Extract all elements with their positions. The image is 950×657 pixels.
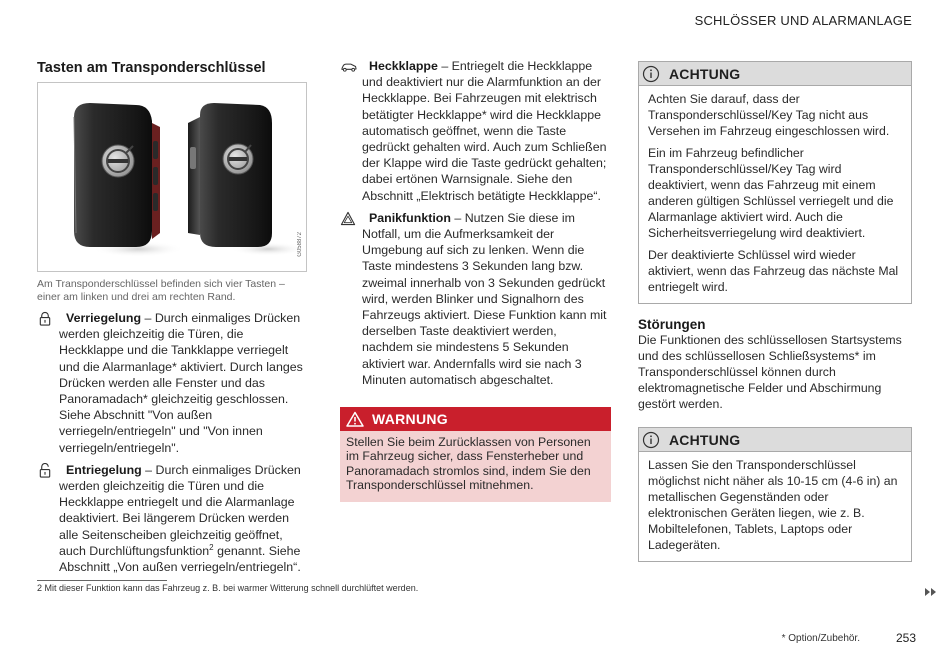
warning-text: Stellen Sie beim Zurücklassen von Personen im Fahrzeug sicher, dass Fensterheber und Panoramadach stromlos sind, indem Sie den Transponderschlüssel mitnehmen. <box>346 435 591 493</box>
unlock-text: – Durch einmaliges Drücken werden gleichzeitig die Türen und die Heckklappe entriegelt und die Alarmanlage deaktiviert. Bei längerem Drücken werden alle Seitenscheiben gleichzeitig geöffnet, auch Durchlüftungsfunktion <box>59 462 301 558</box>
padlock-open-icon <box>37 463 53 478</box>
warning-header <box>340 407 611 431</box>
panic-label: Panikfunktion <box>369 210 451 225</box>
caution-paragraph: Ein im Fahrzeug befindlicher Transponderschlüssel/Key Tag wird deaktiviert, wenn das Fahrzeug mit einem anderen gültigen Schlüssel verriegelt und die Alarmanlage aktiviert wird. Auch die Sicherheitsverriegelung wird deaktiviert. <box>648 146 894 240</box>
warning-title: WARNUNG <box>372 411 448 428</box>
car-tailgate-icon <box>340 59 358 74</box>
column-middle <box>340 58 610 502</box>
key-fob-illustration <box>38 83 307 272</box>
caution-header-1 <box>639 62 911 86</box>
disturbances-text: Die Funktionen des schlüssellosen Startsystems und des schlüssellosen Schließsystems* im Transponderschlüssel können durch elektromagnetische Felder und Abschirmung gestört werden. <box>638 333 902 411</box>
footnote-ref: 2 <box>209 542 214 552</box>
footnote <box>37 583 418 593</box>
warning-box <box>340 407 611 502</box>
caution-paragraph: Achten Sie darauf, dass der Transponderschlüssel/Key Tag nicht aus Versehen im Fahrzeug eingeschlossen wird. <box>648 92 890 138</box>
caution-header-2 <box>639 428 911 452</box>
column-left <box>37 58 307 575</box>
warning-icon <box>346 411 364 427</box>
info-circle-icon <box>642 65 660 83</box>
unlock-text-end: genannt. Siehe Abschnitt „Von außen verriegeln/entriegeln“. <box>59 543 301 575</box>
info-circle-icon <box>642 431 660 449</box>
panic-text: – Nutzen Sie diese im Notfall, um die Aufmerksamkeit der Umgebung auf sich zu lenken. Wenn die Taste mindestens 3 Sekunden lang bzw. zweimal innerhalb von 3 Sekunden gedrückt wird, werden Blinker und Signalhorn des Fahrzeugs aktiviert. Diese Funktion kann mit derselben Taste deaktiviert werden, nachdem sie mindestens 5 Sekunden aktiviert war. Andernfalls wird sie nach 3 Minuten automatisch abgeschaltet. <box>362 210 607 387</box>
caution-paragraph: Der deaktivierte Schlüssel wird wieder aktiviert, wenn das Fahrzeug das nächste Mal entriegelt wird. <box>648 248 899 294</box>
column-right <box>638 61 912 562</box>
key-fob-figure <box>37 82 307 272</box>
footnote-rule <box>37 580 167 581</box>
padlock-closed-icon <box>37 311 53 326</box>
disturbances-title: Störungen <box>638 317 706 332</box>
section-title: Tasten am Transponderschlüssel <box>37 60 266 76</box>
caution-body-2: Lassen Sie den Transponderschlüssel möglichst nicht näher als 10-15 cm (4-6 in) an metallischen Gegenständen oder elektronischen Geräten liegen, wie z. B. Mobiltelefonen, Tablets, Laptops oder Ladegeräten. <box>648 458 898 552</box>
option-note: * Option/Zubehör. <box>781 633 860 644</box>
page-number: 253 <box>895 631 916 645</box>
footnote-number: 2 <box>37 583 43 593</box>
figure-id: G058872 <box>297 232 303 257</box>
tailgate-text: – Entriegelt die Heckklappe und deaktiviert nur die Alarmfunktion an der Heckklappe. Bei Fahrzeugen mit elektrisch betätigter Heckklappe* wird die Heckklappe automatisch geöffnet, wenn die Taste gedrückt gehalten wird. Auch zum Schließen der Klappe wird die Taste gedrückt gehalten; dabei ertönen Warnsignale. Siehe den Abschnitt „Elektrisch betätigte Heckklappe“. <box>362 59 607 203</box>
caution-box-1 <box>638 61 912 304</box>
lock-button-description <box>37 310 307 456</box>
warning-triangle-icon <box>340 211 356 226</box>
panic-button-description <box>340 210 610 388</box>
unlock-label: Entriegelung <box>66 462 142 477</box>
tailgate-button-description <box>340 58 610 204</box>
caution-title-2: ACHTUNG <box>669 431 741 448</box>
caution-box-2 <box>638 427 912 562</box>
figure-caption: Am Transponderschlüssel befinden sich vier Tasten – einer am linken und drei am rechten Rand. <box>37 278 285 303</box>
unlock-button-description <box>37 462 307 575</box>
footnote-text: Mit dieser Funktion kann das Fahrzeug z. B. bei warmer Witterung schnell durchlüftet werden. <box>44 583 419 593</box>
caution-body-1 <box>639 86 911 303</box>
running-header: SCHLÖSSER UND ALARMANLAGE <box>694 13 912 28</box>
lock-label: Verriegelung <box>66 311 142 325</box>
lock-text: – Durch einmaliges Drücken werden gleichzeitig die Türen, die Heckklappe und die Tankklappe verriegelt und die Alarmanlage* aktiviert. Durch langes Drücken werden alle Fenster und das Panoramadach* gleichzeitig geschlossen. Siehe Abschnitt "Von außen verriegeln/entriegeln" und "Von innen verriegeln/entriegeln". <box>59 311 303 455</box>
caution-title-1: ACHTUNG <box>669 65 741 82</box>
tailgate-label: Heckklappe <box>369 59 438 73</box>
next-page-arrows-icon <box>924 587 938 597</box>
